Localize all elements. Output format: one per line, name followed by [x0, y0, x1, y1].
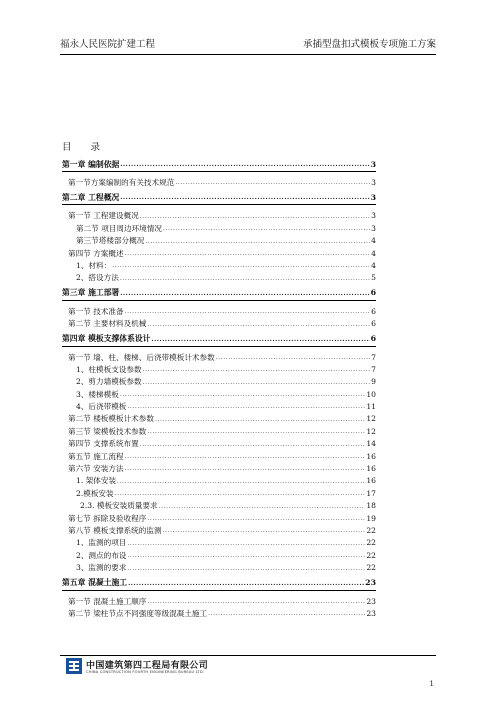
- toc-page-number: 16: [366, 476, 376, 486]
- toc-leader-dots: [216, 352, 370, 364]
- toc-leader-dots: [145, 236, 370, 248]
- toc-entry[interactable]: [62, 608, 376, 620]
- toc-page-number: 9: [371, 377, 376, 387]
- toc-entry-title: 第二章 工程概况: [62, 192, 120, 202]
- project-name: 福永人民医院扩建工程: [60, 39, 156, 50]
- toc-leader-dots: [147, 319, 370, 331]
- toc-entry[interactable]: [62, 248, 376, 260]
- toc-entry[interactable]: [62, 389, 376, 401]
- toc-entry-title: 第三章 施工部署: [62, 288, 120, 298]
- toc-page-number: 23: [366, 608, 376, 618]
- toc-page-number: 6: [371, 306, 376, 316]
- toc-page-number: 19: [366, 513, 376, 523]
- toc-leader-dots: [208, 608, 365, 620]
- toc-entry[interactable]: [62, 376, 376, 388]
- toc-leader-dots: [120, 159, 369, 171]
- toc-entry-title: 第五章 混凝土施工: [62, 578, 128, 588]
- toc-leader-dots: [127, 550, 365, 562]
- toc-entry-title: 2.模板安装: [76, 488, 114, 498]
- toc-chapter-entry[interactable]: [62, 191, 376, 205]
- toc-page-number: 23: [366, 596, 376, 606]
- toc-chapter-entry[interactable]: [62, 287, 376, 301]
- toc-entry[interactable]: [62, 306, 376, 318]
- toc-leader-dots: [127, 538, 365, 550]
- toc-entry-title: 第八节 模板支撑系统的监测: [68, 525, 162, 535]
- table-of-contents: [62, 156, 376, 620]
- toc-page-number: 16: [366, 464, 376, 474]
- page-number: 1: [429, 680, 434, 688]
- company-name-en: CHINA CONSTRUCTION FOURTH ENGINEERING BUREAU LTD.: [86, 670, 205, 674]
- toc-entry-title: 3、楼梯模板: [76, 389, 119, 399]
- toc-entry[interactable]: [62, 260, 376, 272]
- toc-entry[interactable]: [62, 463, 376, 475]
- toc-page-number: 6: [370, 288, 376, 298]
- toc-entry-title: 第二节 楼板模板计术参数: [68, 414, 154, 424]
- toc-entry[interactable]: [62, 525, 376, 537]
- toc-entry[interactable]: [62, 596, 376, 608]
- toc-page-number: 3: [371, 223, 376, 233]
- page-footer: [60, 655, 436, 682]
- toc-entry[interactable]: [62, 235, 376, 247]
- toc-page-number: 5: [371, 273, 376, 283]
- toc-entry[interactable]: [62, 513, 376, 525]
- toc-page-number: 4: [371, 236, 376, 246]
- toc-leader-dots: [127, 401, 365, 413]
- toc-leader-dots: [159, 501, 366, 513]
- toc-leader-dots: [120, 389, 366, 401]
- toc-chapter-entry[interactable]: [62, 333, 376, 347]
- toc-entry-title: 1. 架体安装: [76, 476, 117, 486]
- document-title: 承插型盘扣式模板专项施工方案: [302, 39, 436, 50]
- toc-page-number: 4: [371, 248, 376, 258]
- toc-entry-title: 第六节 安装方法: [68, 464, 124, 474]
- toc-leader-dots: [115, 488, 366, 500]
- toc-entry-title: 4、后浇带模板: [76, 402, 127, 412]
- page-header: [60, 38, 436, 55]
- toc-page-number: 3: [370, 159, 376, 169]
- toc-leader-dots: [151, 334, 369, 346]
- toc-entry[interactable]: [62, 550, 376, 562]
- toc-page-number: 17: [366, 488, 376, 498]
- toc-entry-title: 1、监测的项目: [76, 538, 127, 548]
- toc-entry-title: 第一节 混凝土施工顺序: [68, 596, 147, 606]
- toc-page-number: 3: [370, 192, 376, 202]
- toc-entry-title: 第四节 方案概述: [68, 248, 124, 258]
- toc-entry-title: 1、柱模板支设参数: [76, 364, 142, 374]
- toc-page-number: 10: [366, 389, 376, 399]
- toc-entry-title: 第一章 编制依据: [62, 159, 120, 169]
- toc-entry-title: 第一节方案编制的有关技术规范: [68, 177, 175, 187]
- toc-entry-title: 2、搭设方法: [76, 273, 119, 283]
- toc-page-number: 14: [366, 439, 376, 449]
- toc-page-number: 3: [371, 211, 376, 221]
- toc-entry-title: 第三节 梁模板技术参数: [68, 426, 147, 436]
- toc-leader-dots: [120, 273, 370, 285]
- toc-entry-title: 第一节 工程建设概况: [68, 211, 139, 221]
- toc-entry[interactable]: [62, 562, 376, 574]
- toc-entry[interactable]: [62, 364, 376, 376]
- toc-chapter-entry[interactable]: [62, 577, 376, 591]
- toc-leader-dots: [125, 248, 371, 260]
- toc-leader-dots: [163, 525, 366, 537]
- toc-entry[interactable]: [62, 177, 376, 189]
- toc-entry-title: 第一节 墙、柱、楼梯、后浇带模板计术参数: [68, 352, 215, 362]
- toc-page-number: 18: [366, 501, 376, 511]
- toc-entry-title: 第七节 拆除及验收程序: [68, 513, 147, 523]
- toc-leader-dots: [143, 377, 371, 389]
- toc-entry-title: 第二节 主要材料及机械: [68, 319, 147, 329]
- toc-entry[interactable]: [62, 475, 376, 487]
- toc-page-number: 12: [366, 426, 376, 436]
- toc-entry[interactable]: [62, 426, 376, 438]
- toc-page-number: 6: [371, 319, 376, 329]
- toc-entry-title: 第二节 项目周边环境情况: [76, 223, 162, 233]
- toc-entry-title: 2、剪力墙模板参数: [76, 377, 142, 387]
- toc-entry[interactable]: [62, 413, 376, 425]
- toc-entry-title: 第四章 模板支撑体系设计: [62, 334, 151, 344]
- toc-leader-dots: [128, 578, 364, 590]
- toc-chapter-entry[interactable]: [62, 158, 376, 172]
- toc-entry-title: 第一节 技术准备: [68, 306, 124, 316]
- toc-entry[interactable]: [62, 223, 376, 235]
- toc-page-number: 3: [371, 177, 376, 187]
- toc-entry-title: 3、监测的要求: [76, 563, 127, 573]
- toc-page-number: 12: [366, 414, 376, 424]
- toc-entry-title: 第四节 支撑系统布置: [68, 439, 139, 449]
- toc-leader-dots: [175, 177, 370, 189]
- toc-leader-dots: [112, 260, 370, 272]
- toc-entry[interactable]: [62, 537, 376, 549]
- toc-entry-title: 1、材料：: [76, 260, 112, 270]
- toc-page-number: 22: [366, 538, 376, 548]
- toc-page-number: 23: [365, 578, 376, 588]
- toc-leader-dots: [127, 563, 365, 575]
- toc-leader-dots: [147, 513, 365, 525]
- toc-title: 目 录: [62, 142, 109, 153]
- toc-entry[interactable]: [62, 318, 376, 330]
- toc-page-number: 22: [366, 563, 376, 573]
- toc-entry-title: 2、测点的布设: [76, 550, 127, 560]
- toc-entry-title: 2.3. 模板安装质量要求: [80, 501, 158, 511]
- toc-leader-dots: [140, 439, 366, 451]
- toc-entry[interactable]: [62, 272, 376, 284]
- toc-leader-dots: [120, 288, 369, 300]
- toc-entry[interactable]: [62, 451, 376, 463]
- cscec-logo-icon: [66, 658, 82, 674]
- toc-leader-dots: [163, 223, 370, 235]
- toc-page-number: 22: [366, 525, 376, 535]
- toc-page-number: 7: [371, 364, 376, 374]
- toc-leader-dots: [125, 463, 366, 475]
- toc-leader-dots: [147, 596, 365, 608]
- toc-leader-dots: [125, 306, 371, 318]
- toc-page-number: 11: [366, 402, 376, 412]
- toc-entry[interactable]: [62, 210, 376, 222]
- toc-entry-title: 第五节 施工流程: [68, 451, 124, 461]
- toc-page-number: 22: [366, 550, 376, 560]
- toc-entry[interactable]: [62, 488, 376, 500]
- toc-leader-dots: [117, 476, 365, 488]
- toc-entry-title: 第二节 梁柱节点不同强度等级混凝土施工: [68, 608, 208, 618]
- toc-page-number: 16: [366, 451, 376, 461]
- toc-leader-dots: [155, 414, 365, 426]
- toc-entry[interactable]: [62, 500, 376, 512]
- toc-leader-dots: [125, 451, 366, 463]
- toc-leader-dots: [147, 426, 365, 438]
- toc-entry[interactable]: [62, 438, 376, 450]
- toc-entry-title: 第三节塔楼部分概况: [76, 236, 145, 246]
- toc-entry[interactable]: [62, 352, 376, 364]
- toc-page-number: 7: [371, 352, 376, 362]
- toc-page-number: 6: [370, 334, 376, 344]
- toc-leader-dots: [143, 364, 371, 376]
- toc-entry[interactable]: [62, 401, 376, 413]
- toc-leader-dots: [140, 211, 370, 223]
- toc-leader-dots: [120, 192, 369, 204]
- company-name-cn: 中国建筑第四工程局有限公司: [86, 661, 209, 671]
- toc-page-number: 4: [371, 260, 376, 270]
